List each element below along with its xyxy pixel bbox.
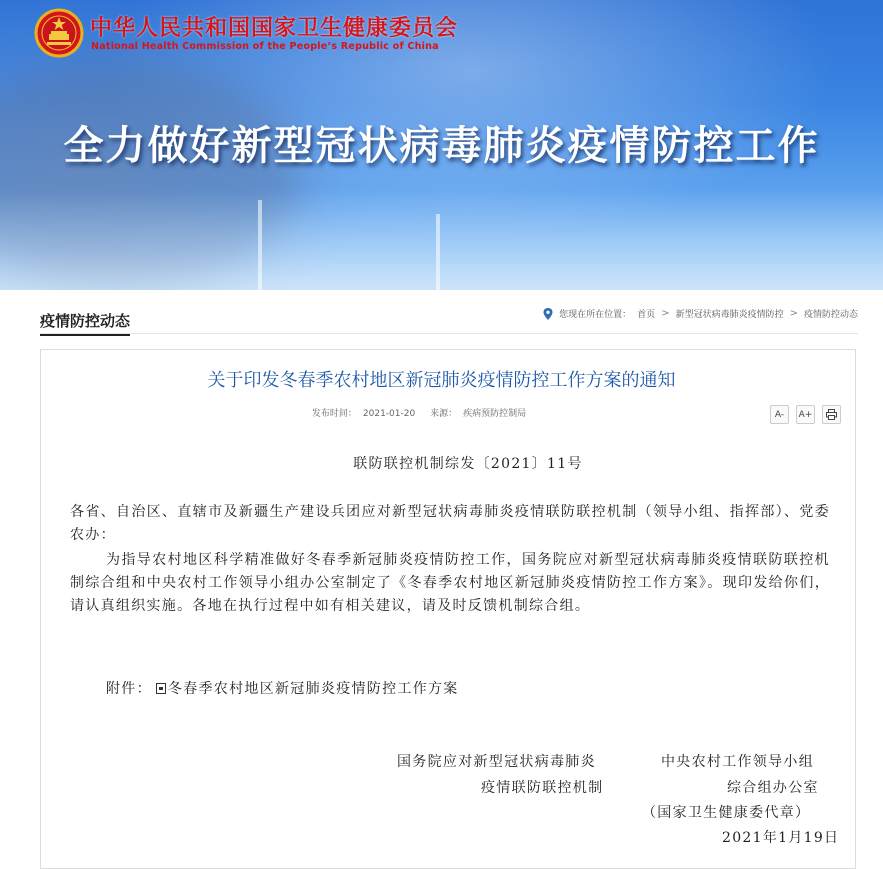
salutation-paragraph: 各省、自治区、直辖市及新疆生产建设兵团应对新型冠状病毒肺炎疫情联防联控机制（领导小组、指挥部）、党委农办： (70, 504, 830, 543)
publish-label: 发布时间： (311, 409, 357, 419)
national-emblem-icon (34, 8, 84, 58)
source-label: 来源： (430, 409, 458, 419)
signature-right-line1: 中央农村工作领导小组 (661, 754, 814, 770)
attachment-label: 附件： (106, 681, 152, 697)
section-title[interactable]: 疫情防控动态 (40, 310, 130, 336)
article-title: 关于印发冬春季农村地区新冠肺炎疫情防控工作方案的通知 (207, 370, 676, 391)
bridge-tower (258, 200, 262, 290)
breadcrumb-home[interactable]: 首页 (637, 310, 656, 320)
header-banner (0, 0, 883, 290)
signature-date: 2021年1月19日 (722, 830, 840, 846)
attachment-link[interactable]: 冬春季农村地区新冠肺炎疫情防控工作方案 (167, 681, 459, 697)
breadcrumb-prefix: 您现在所在位置： (559, 310, 632, 320)
signature-left-line2: 疫情联防联控机制 (481, 780, 604, 796)
body-paragraph: 为指导农村地区科学精准做好冬春季新冠肺炎疫情防控工作，国务院应对新型冠状病毒肺炎疫情联防联控机制综合组和中央农村工作领导小组办公室制定了《冬春季农村地区新冠肺炎疫情防控工作方案》。现印发给你们，请认真组织实施。各地在执行过程中如有相关建议，请及时反馈机制综合组。 (70, 552, 830, 614)
signature-right-line2: 综合组办公室 (727, 780, 819, 796)
printer-icon (826, 409, 837, 420)
article-tools (770, 405, 841, 424)
signature-left-line1: 国务院应对新型冠状病毒肺炎 (397, 754, 596, 770)
increase-font-button[interactable]: A+ (796, 405, 815, 424)
breadcrumb (543, 307, 858, 320)
banner-haze (0, 190, 883, 290)
source-value: 疾病预防控制局 (463, 409, 527, 419)
org-name-cn: 中华人民共和国国家卫生健康委员会 (90, 16, 459, 41)
file-icon (156, 683, 166, 694)
location-pin-icon (543, 308, 553, 320)
breadcrumb-separator: > (661, 308, 670, 319)
print-button[interactable] (822, 405, 841, 424)
org-name-en: National Health Commission of the People’s Republic of China (91, 41, 439, 52)
breadcrumb-epidemic-control[interactable]: 新型冠状病毒肺炎疫情防控 (675, 310, 784, 320)
publish-date: 2021-01-20 (362, 409, 416, 419)
decrease-font-button[interactable]: A- (770, 405, 789, 424)
banner-slogan: 全力做好新型冠状病毒肺炎疫情防控工作 (63, 123, 820, 169)
breadcrumb-separator: > (789, 308, 798, 319)
attachment-line (106, 678, 459, 698)
breadcrumb-current[interactable]: 疫情防控动态 (803, 310, 858, 320)
bridge-tower (436, 214, 440, 290)
article-meta (0, 406, 838, 419)
document-number: 联防联控机制综发〔2021〕11号 (353, 456, 583, 472)
nav-divider (40, 333, 858, 334)
signature-seal-note: （国家卫生健康委代章） (642, 805, 811, 821)
